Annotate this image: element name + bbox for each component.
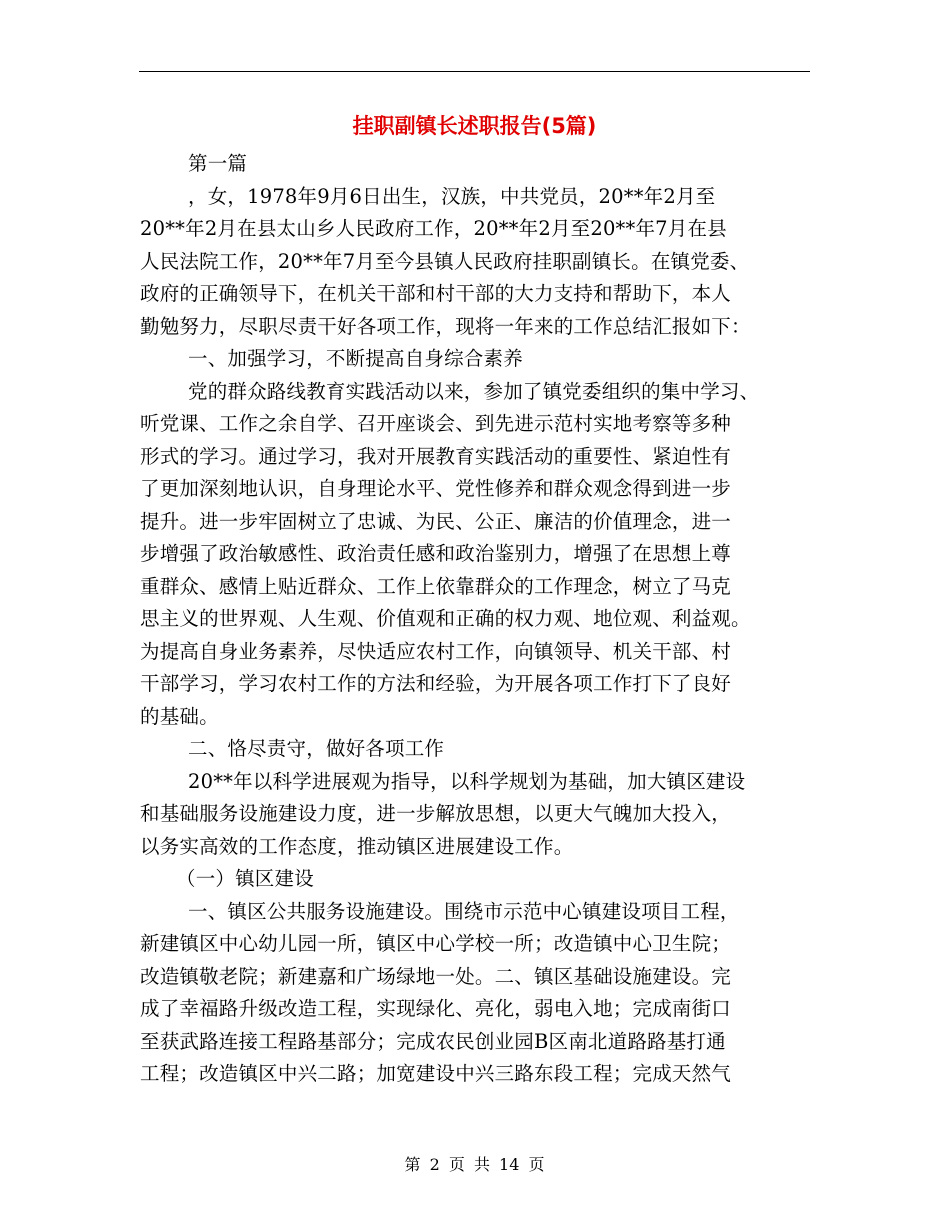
body-line: 工程；改造镇区中兴二路；加宽建设中兴三路东段工程；完成天然气 (140, 1062, 732, 1085)
body-line: 第一篇 (188, 152, 248, 175)
header-rule (139, 71, 810, 72)
body-line: 20**年2月在县太山乡人民政府工作，20**年2月至20**年7月在县 (140, 217, 727, 240)
body-line: 思主义的世界观、人生观、价值观和正确的权力观、地位观、利益观。 (140, 607, 751, 630)
body-line: 干部学习，学习农村工作的方法和经验，为开展各项工作打下了良好 (140, 672, 732, 695)
body-line: 人民法院工作，20**年7月至今县镇人民政府挂职副镇长。在镇党委、 (140, 249, 750, 273)
body-line: 的基础。 (140, 704, 219, 728)
body-line: 改造镇敬老院；新建嘉和广场绿地一处。二、镇区基础设施建设。完 (140, 964, 732, 988)
document-body (140, 148, 812, 1091)
body-line: 以务实高效的工作态度，推动镇区进展建设工作。 (140, 834, 574, 858)
body-line: 二、恪尽责守，做好各项工作 (188, 737, 445, 760)
body-line: 成了幸福路升级改造工程，实现绿化、亮化，弱电入地；完成南街口 (140, 997, 732, 1020)
body-line: 为提高自身业务素养，尽快适应农村工作，向镇领导、机关干部、村 (140, 639, 732, 663)
body-line: 听党课、工作之余自学、召开座谈会、到先进示范村实地考察等多种 (140, 412, 732, 435)
body-line: （一）镇区建设 (176, 867, 314, 890)
body-line: ，女，1978年9月6日出生，汉族，中共党员，20**年2月至 (188, 184, 716, 208)
body-line: 勤勉努力，尽职尽责干好各项工作，现将一年来的工作总结汇报如下： (140, 314, 751, 338)
body-line: 一、加强学习，不断提高自身综合素养 (188, 347, 523, 370)
body-line: 一、镇区公共服务设施建设。围绕市示范中心镇建设项目工程， (188, 899, 740, 923)
body-line: 重群众、感情上贴近群众、工作上依靠群众的工作理念，树立了马克 (140, 574, 732, 598)
body-line: 步增强了政治敏感性、政治责任感和政治鉴别力，增强了在思想上尊 (140, 542, 732, 565)
body-line: 20**年以科学进展观为指导，以科学规划为基础，加大镇区建设 (188, 769, 746, 793)
body-line: 新建镇区中心幼儿园一所，镇区中心学校一所；改造镇中心卫生院； (140, 932, 732, 955)
body-line: 形式的学习。通过学习，我对开展教育实践活动的重要性、紧迫性有 (140, 444, 732, 468)
body-line: 党的群众路线教育实践活动以来，参加了镇党委组织的集中学习、 (188, 379, 760, 403)
body-line: 和基础服务设施建设力度，进一步解放思想，以更大气魄加大投入， (140, 802, 732, 825)
document-title: 挂职副镇长述职报告(5篇) (352, 114, 597, 138)
page-footer: 第 2 页 共 14 页 (404, 1155, 545, 1174)
body-line: 了更加深刻地认识，自身理论水平、党性修养和群众观念得到进一步 (140, 477, 732, 500)
body-line: 至获武路连接工程路基部分；完成农民创业园B区南北道路路基打通 (140, 1029, 726, 1053)
body-line: 提升。进一步牢固树立了忠诚、为民、公正、廉洁的价值理念，进一 (140, 509, 732, 533)
body-line: 政府的正确领导下，在机关干部和村干部的大力支持和帮助下，本人 (140, 282, 732, 305)
